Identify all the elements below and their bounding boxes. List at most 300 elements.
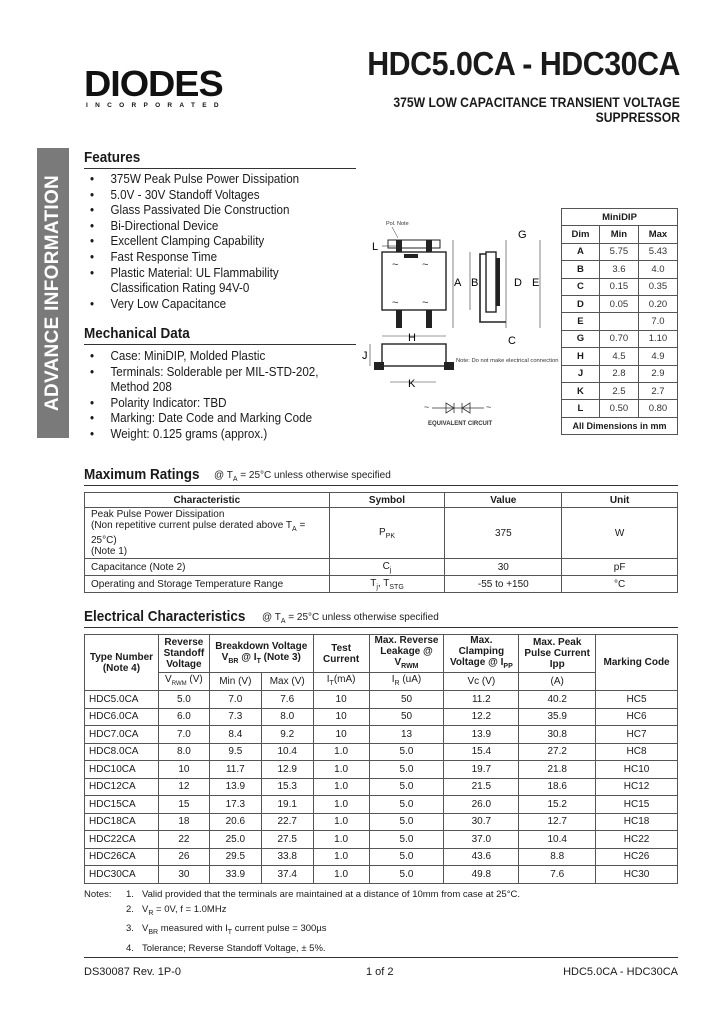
unit-cell: W xyxy=(562,508,678,559)
cell: 8.0 xyxy=(261,708,313,726)
cell: 7.6 xyxy=(519,866,596,884)
tilde-symbol: ~ xyxy=(422,297,429,309)
table-row xyxy=(85,813,678,831)
cell: 1.0 xyxy=(313,761,369,779)
cell: 1.0 xyxy=(313,796,369,814)
cell: 8.8 xyxy=(519,848,596,866)
column-header xyxy=(209,635,313,673)
header-sub: RWM xyxy=(171,680,187,687)
cell: 0.50 xyxy=(599,400,638,417)
cell: 0.70 xyxy=(599,330,638,347)
cell: 50 xyxy=(369,708,444,726)
cell: 1.0 xyxy=(313,866,369,884)
header-text: Max. Clamping Voltage @ I xyxy=(449,635,505,668)
features-rule xyxy=(84,168,356,169)
header-text: I xyxy=(326,674,330,685)
table-row xyxy=(562,278,678,295)
header-text: Breakdown Voltage xyxy=(215,640,308,652)
table-row xyxy=(562,348,678,365)
cell: 25.0 xyxy=(209,831,261,849)
cell: 2.7 xyxy=(638,382,677,399)
header-text: V xyxy=(165,673,172,685)
features-heading: Features xyxy=(84,149,141,166)
note-part: current pulse = 300µs xyxy=(232,923,327,935)
table-row xyxy=(85,848,678,866)
cell: 5.0 xyxy=(158,691,209,709)
advance-information-banner xyxy=(37,148,69,438)
header-text: (uA) xyxy=(399,674,422,685)
column-header xyxy=(444,635,519,673)
cell: 1.0 xyxy=(313,831,369,849)
cell: 43.6 xyxy=(444,848,519,866)
cell-sub: j xyxy=(389,566,392,574)
list-item: • Very Low Capacitance xyxy=(90,297,332,313)
symbol-cell xyxy=(329,559,445,576)
cell: K xyxy=(562,382,600,399)
dim-label-k: K xyxy=(408,378,416,390)
value-cell: 375 xyxy=(445,508,562,559)
cell: 0.20 xyxy=(638,295,677,312)
table-row xyxy=(562,295,678,312)
cell: 22.7 xyxy=(261,813,313,831)
mechanical-heading: Mechanical Data xyxy=(84,325,190,342)
cell: 19.7 xyxy=(444,761,519,779)
cell: 5.0 xyxy=(369,778,444,796)
cell: 12.9 xyxy=(261,761,313,779)
header-sub: PP xyxy=(503,663,513,670)
cell: HC26 xyxy=(596,848,678,866)
cell xyxy=(599,313,638,330)
type-number-cell: HDC22CA xyxy=(85,831,159,849)
characteristic-cell: Capacitance (Note 2) xyxy=(85,559,330,576)
note-part: V xyxy=(142,904,149,916)
footer-rule xyxy=(84,957,678,958)
note-text: @ T xyxy=(214,470,233,481)
notes-label: Notes: xyxy=(84,889,112,900)
cell: 18 xyxy=(158,813,209,831)
list-item: • Weight: 0.125 grams (approx.) xyxy=(90,427,332,443)
cell: 1.0 xyxy=(313,813,369,831)
cell: 12.2 xyxy=(444,708,519,726)
logo-subtext: INCORPORATED xyxy=(86,102,226,109)
type-number-cell: HDC26CA xyxy=(85,848,159,866)
cell: G xyxy=(562,330,600,347)
cell: 0.05 xyxy=(599,295,638,312)
list-item: • Case: MiniDIP, Molded Plastic xyxy=(90,349,332,365)
cell-text: C xyxy=(382,560,390,572)
characteristic-cell xyxy=(85,508,330,559)
cell: 27.2 xyxy=(519,743,596,761)
dim-label-e: E xyxy=(532,277,540,289)
cell: D xyxy=(562,295,600,312)
cell: 1.0 xyxy=(313,743,369,761)
cell: 4.9 xyxy=(638,348,677,365)
header-text: Max. Reverse Leakage @ xyxy=(374,635,439,657)
column-header: Reverse Standoff Voltage xyxy=(158,635,209,673)
note-row xyxy=(84,902,520,921)
cell-text: = 25°C) xyxy=(91,520,306,546)
header-sub: R xyxy=(394,680,400,687)
note-number: 3. xyxy=(126,923,134,935)
cell: 15.4 xyxy=(444,743,519,761)
type-number-cell: HDC15CA xyxy=(85,796,159,814)
table-row xyxy=(562,365,678,382)
header-text: I xyxy=(391,674,395,685)
header-text: (V) xyxy=(186,673,203,685)
cell: 10.4 xyxy=(519,831,596,849)
unit-cell: °C xyxy=(562,576,678,593)
cell: 26.0 xyxy=(444,796,519,814)
dim-label-h: H xyxy=(408,332,416,344)
column-header: Max. Peak Pulse Current Ipp xyxy=(519,635,596,673)
equivalent-circuit-label: EQUIVALENT CIRCUIT xyxy=(428,421,493,427)
list-item xyxy=(90,266,332,297)
cell: 17.3 xyxy=(209,796,261,814)
cell: 2.5 xyxy=(599,382,638,399)
cell: 5.43 xyxy=(638,243,677,260)
note-text: @ T xyxy=(262,612,281,623)
cell: 8.0 xyxy=(158,743,209,761)
column-header: Min xyxy=(599,226,638,243)
mechanical-rule xyxy=(84,344,356,345)
dim-label-j: J xyxy=(362,350,368,362)
cell: 33.9 xyxy=(209,866,261,884)
cell: 10 xyxy=(313,726,369,744)
type-number-cell: HDC18CA xyxy=(85,813,159,831)
max-ratings-table xyxy=(84,492,678,593)
tilde-symbol: ~ xyxy=(422,259,429,271)
table-row xyxy=(85,743,678,761)
cell: L xyxy=(562,400,600,417)
type-number-cell: HDC5.0CA xyxy=(85,691,159,709)
cell: 15.2 xyxy=(519,796,596,814)
cell: 1.10 xyxy=(638,330,677,347)
column-header: Dim xyxy=(562,226,600,243)
dim-label-g: G xyxy=(518,229,527,241)
header-sub: BR xyxy=(228,657,239,665)
cell: HC30 xyxy=(596,866,678,884)
package-body-side-view xyxy=(486,252,496,312)
cell-sub: j xyxy=(376,583,378,591)
footer-page-number: 1 of 2 xyxy=(366,966,394,978)
unit-header: Min (V) xyxy=(209,673,261,691)
cell: 30.7 xyxy=(444,813,519,831)
cell: 0.80 xyxy=(638,400,677,417)
list-item-continuation: Classification Rating 94V-0 xyxy=(110,281,250,296)
type-number-cell: HDC12CA xyxy=(85,778,159,796)
minidip-dimensions-table xyxy=(561,208,678,435)
cell: HC6 xyxy=(596,708,678,726)
table-row xyxy=(562,261,678,278)
symbol-cell xyxy=(329,576,445,593)
cell: 15.3 xyxy=(261,778,313,796)
cell: 40.2 xyxy=(519,691,596,709)
cell: 8.4 xyxy=(209,726,261,744)
tilde-symbol: ~ xyxy=(392,259,399,271)
note-row xyxy=(84,887,520,902)
note-row xyxy=(84,921,520,940)
table-title: MiniDIP xyxy=(562,209,678,226)
cell: A xyxy=(562,243,600,260)
cell-text: T xyxy=(370,577,377,589)
cell: 20.6 xyxy=(209,813,261,831)
note-part: = 0V, f = 1.0MHz xyxy=(153,904,227,916)
note-text: Tolerance; Reverse Standoff Voltage, ± 5%. xyxy=(142,942,326,954)
table-row xyxy=(85,831,678,849)
header-text: (Note 3) xyxy=(260,651,301,663)
header-text: V xyxy=(394,657,402,668)
cell: 30.8 xyxy=(519,726,596,744)
note-text xyxy=(142,921,327,940)
note-row xyxy=(84,941,520,956)
cell: 21.5 xyxy=(444,778,519,796)
note-sub: A xyxy=(232,476,238,483)
list-item: • Marking: Date Code and Marking Code xyxy=(90,411,332,427)
column-header: Type Number (Note 4) xyxy=(85,635,159,691)
characteristic-cell: Operating and Storage Temperature Range xyxy=(85,576,330,593)
cell: 30 xyxy=(158,866,209,884)
dim-label-d: D xyxy=(514,277,522,289)
table-row xyxy=(562,382,678,399)
electrical-heading: Electrical Characteristics xyxy=(84,608,246,625)
page-subtitle: 375W LOW CAPACITANCE TRANSIENT VOLTAGE SUPPRESSOR xyxy=(393,95,680,125)
table-row xyxy=(85,866,678,884)
cell: 6.0 xyxy=(158,708,209,726)
cell: 7.0 xyxy=(638,313,677,330)
list-item: • 5.0V - 30V Standoff Voltages xyxy=(90,188,332,204)
page-title: HDC5.0CA - HDC30CA xyxy=(367,45,680,82)
cell: 5.0 xyxy=(369,813,444,831)
cell: 35.9 xyxy=(519,708,596,726)
cell: 5.0 xyxy=(369,743,444,761)
electrical-table-body xyxy=(85,691,678,884)
symbol-cell xyxy=(329,508,445,559)
table-row xyxy=(85,708,678,726)
list-item: • 375W Peak Pulse Power Dissipation xyxy=(90,172,332,188)
cell: 13 xyxy=(369,726,444,744)
table-row xyxy=(562,330,678,347)
cell: 33.8 xyxy=(261,848,313,866)
type-number-cell: HDC10CA xyxy=(85,761,159,779)
package-body-end-view xyxy=(382,344,446,366)
table-footer: All Dimensions in mm xyxy=(562,417,678,434)
cell: 37.4 xyxy=(261,866,313,884)
header-text: (mA) xyxy=(333,674,356,685)
tilde-symbol: ~ xyxy=(424,402,430,412)
cell: HC7 xyxy=(596,726,678,744)
list-item: • Polarity Indicator: TBD xyxy=(90,396,332,412)
cell: 1.0 xyxy=(313,848,369,866)
cell: HC18 xyxy=(596,813,678,831)
cell: 0.35 xyxy=(638,278,677,295)
list-item: • Excellent Clamping Capability xyxy=(90,234,332,250)
column-header: Value xyxy=(445,493,562,508)
cell: 7.0 xyxy=(209,691,261,709)
cell: 10 xyxy=(313,708,369,726)
features-list xyxy=(90,172,350,312)
column-header xyxy=(369,635,444,673)
note-number: 2. xyxy=(126,904,134,916)
cell: 10.4 xyxy=(261,743,313,761)
cell: 50 xyxy=(369,691,444,709)
cell: B xyxy=(562,261,600,278)
list-item xyxy=(90,365,332,396)
cell: 5.0 xyxy=(369,831,444,849)
cell: 11.7 xyxy=(209,761,261,779)
cell: 5.0 xyxy=(369,761,444,779)
electrical-condition xyxy=(262,612,439,625)
cell: 18.6 xyxy=(519,778,596,796)
max-ratings-rule xyxy=(84,485,678,486)
table-row xyxy=(562,313,678,330)
list-item-continuation: Method 208 xyxy=(110,380,172,395)
cell: J xyxy=(562,365,600,382)
diagram-note-line xyxy=(456,358,560,364)
cell: 4.5 xyxy=(599,348,638,365)
cell: 37.0 xyxy=(444,831,519,849)
cell: 13.9 xyxy=(209,778,261,796)
unit-cell: pF xyxy=(562,559,678,576)
logo-wordmark: DIODES xyxy=(84,63,223,104)
cell-text: Peak Pulse Power Dissipation xyxy=(91,509,225,520)
cell: HC8 xyxy=(596,743,678,761)
header-sub: T xyxy=(329,680,334,687)
electrical-rule xyxy=(84,627,678,628)
note-text xyxy=(142,902,226,921)
note-sub: A xyxy=(280,618,286,625)
cell: 11.2 xyxy=(444,691,519,709)
cell-sub: PK xyxy=(385,532,395,540)
unit-header: Vc (V) xyxy=(444,673,519,691)
type-number-cell: HDC30CA xyxy=(85,866,159,884)
cell: 12 xyxy=(158,778,209,796)
cell: 12.7 xyxy=(519,813,596,831)
type-number-cell: HDC8.0CA xyxy=(85,743,159,761)
cell: 7.3 xyxy=(209,708,261,726)
note-sub: R xyxy=(148,910,154,918)
cell: 27.5 xyxy=(261,831,313,849)
column-header: Marking Code xyxy=(596,635,678,691)
column-header: Characteristic xyxy=(85,493,330,508)
cell: 10 xyxy=(158,761,209,779)
unit-header xyxy=(369,673,444,691)
cell-text: , T xyxy=(377,577,390,589)
table-row xyxy=(85,761,678,779)
table-row xyxy=(85,726,678,744)
unit-header xyxy=(158,673,209,691)
cell: 5.75 xyxy=(599,243,638,260)
dim-label-l: L xyxy=(372,241,379,253)
list-item: • Glass Passivated Die Construction xyxy=(90,203,332,219)
cell-sub: A xyxy=(292,526,297,533)
mechanical-list xyxy=(90,349,350,443)
table-row xyxy=(562,243,678,260)
package-outline-diagram xyxy=(360,212,560,434)
cell: 1.0 xyxy=(313,778,369,796)
cell: 49.8 xyxy=(444,866,519,884)
cell: 5.0 xyxy=(369,848,444,866)
list-item-text: Terminals: Solderable per MIL-STD-202, xyxy=(110,364,319,379)
diagram-note: Note: Do not make electrical connection xyxy=(456,358,559,364)
unit-header: Max (V) xyxy=(261,673,313,691)
table-row xyxy=(85,576,678,593)
cell-text: P xyxy=(378,526,386,538)
notes-block xyxy=(84,887,520,956)
note-number: 1. xyxy=(126,889,134,900)
package-drawing xyxy=(360,212,560,434)
cell: 2.8 xyxy=(599,365,638,382)
cell: 3.6 xyxy=(599,261,638,278)
tilde-symbol: ~ xyxy=(486,402,492,412)
note-sub: BR xyxy=(148,929,159,937)
max-ratings-heading: Maximum Ratings xyxy=(84,466,200,483)
note-text: Valid provided that the terminals are maintained at a distance of 10mm from case at 25°C. xyxy=(142,889,521,900)
value-cell: -55 to +150 xyxy=(445,576,562,593)
cell: 21.8 xyxy=(519,761,596,779)
table-row xyxy=(85,778,678,796)
table-row xyxy=(85,559,678,576)
table-row xyxy=(562,400,678,417)
list-item-text: Plastic Material: UL Flammability xyxy=(110,265,279,280)
cell: HC5 xyxy=(596,691,678,709)
table-row xyxy=(85,796,678,814)
table-row xyxy=(85,691,678,709)
unit-header xyxy=(313,673,369,691)
cell: 26 xyxy=(158,848,209,866)
cell: 19.1 xyxy=(261,796,313,814)
cell: 7.0 xyxy=(158,726,209,744)
table-row xyxy=(85,508,678,559)
footer-doc-number: DS30087 Rev. 1P-0 xyxy=(84,966,182,978)
cell: 29.5 xyxy=(209,848,261,866)
note-number: 4. xyxy=(126,942,134,954)
cell: 4.0 xyxy=(638,261,677,278)
electrical-characteristics-table xyxy=(84,634,678,884)
diodes-logo xyxy=(84,64,244,110)
cell: 0.15 xyxy=(599,278,638,295)
list-item: • Fast Response Time xyxy=(90,250,332,266)
list-item: • Bi-Directional Device xyxy=(90,219,332,235)
cell: 5.0 xyxy=(369,796,444,814)
cell-text: (Note 1) xyxy=(91,546,128,557)
cell: HC15 xyxy=(596,796,678,814)
note-sub: T xyxy=(227,929,233,937)
pin-top-left xyxy=(388,240,440,248)
cell-sub: STG xyxy=(389,583,404,591)
header-text: V xyxy=(221,651,229,663)
footer-part-range: HDC5.0CA - HDC30CA xyxy=(563,966,678,978)
cell: 9.5 xyxy=(209,743,261,761)
cell: 2.9 xyxy=(638,365,677,382)
banner-label: ADVANCE INFORMATION xyxy=(42,174,63,412)
column-header: Test Current xyxy=(313,635,369,673)
type-number-cell: HDC7.0CA xyxy=(85,726,159,744)
cell: 9.2 xyxy=(261,726,313,744)
note-text: = 25°C unless otherwise specified xyxy=(285,612,439,623)
column-header: Max xyxy=(638,226,677,243)
type-number-cell: HDC6.0CA xyxy=(85,708,159,726)
header-sub: RWM xyxy=(401,663,419,670)
tilde-symbol: ~ xyxy=(392,297,399,309)
note-text: = 25°C unless otherwise specified xyxy=(237,470,391,481)
cell: 7.6 xyxy=(261,691,313,709)
max-ratings-condition xyxy=(214,470,391,483)
cell: 10 xyxy=(313,691,369,709)
column-header: Unit xyxy=(562,493,678,508)
pol-note-label: Pol. Note xyxy=(386,221,409,227)
header-text: @ I xyxy=(238,651,257,663)
header-sub: T xyxy=(256,657,261,665)
